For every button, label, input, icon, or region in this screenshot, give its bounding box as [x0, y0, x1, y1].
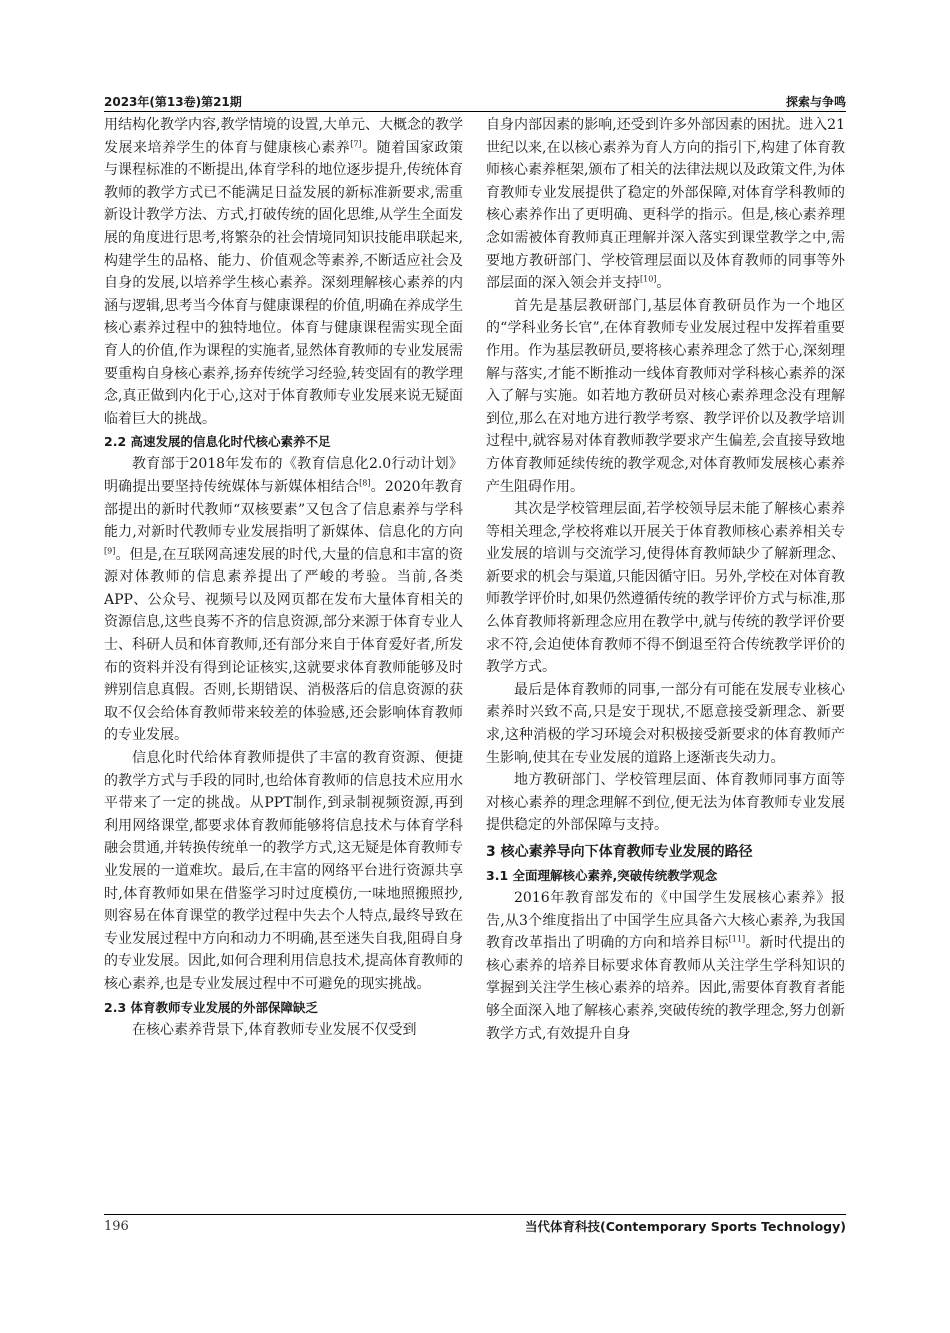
paragraph: 首先是基层教研部门,基层体育教研员作为一个地区的“学科业务长官”,在体育教师专业发展过程中发挥着重要作用。作为基层教研员,要将核心素养理念了然于心,深刻理解与落实,才能不断推动一线体育教师对学科核心素养的深入了解与实施。如若地方教研员对核心素养理念没有理解到位,那么在对地方进行教学考察、教学评价以及教学培训过程中,就容易对体育教师教学要求产生偏差,会直接导致地方体育教师延续传统的教学观念,对体育教师发展核心素养产生阻碍作用。 [486, 297, 845, 495]
issue-label: 2023年(第13卷)第21期 [104, 95, 242, 109]
paragraph-text: 自身内部因素的影响,还受到许多外部因素的困扰。进入21世纪以来,在以核心素养为育人方向的指引下,构建了体育教师核心素养框架,颁布了相关的法律法规以及政策文件,为体育教师专业发展提供了稳定的外部保障,对体育学科教师的核心素养作出了更明确、更科学的指示。但是,核心素养理念如需被体育教师真正理解并深入落实到课堂教学之中,需要地方教研部门、学校管理层面以及体育教师的同事等外部层面的深入领会并支持 [486, 117, 845, 292]
header-rule [104, 111, 846, 112]
paragraph [486, 887, 845, 1045]
paragraph: 在核心素养背景下,体育教师专业发展不仅受到 [132, 1021, 417, 1038]
paragraph-text: 2016年教育部发布的《中国学生发展核心素养》报告,从3个维度指出了中国学生应具备六大核心素养,为我国教育改革指出了明确的方向和培养目标 [486, 890, 845, 952]
paragraph [104, 453, 463, 747]
paragraph-text: 用结构化教学内容,教学情境的设置,大单元、大概念的教学发展来培养学生的体育与健康核心素养 [104, 117, 463, 156]
citation: [10] [640, 274, 657, 284]
running-header [104, 88, 846, 110]
paragraph-text: 。2020年教育部提出的新时代教师“双核要素”又包含了信息素养与学科能力,对新时代教师专业发展指明了新媒体、信息化的方向 [104, 478, 464, 541]
paragraph-text: 。新时代提出的核心素养的培养目标要求体育教师从关注学生学科知识的掌握到关注学生核心素养的培养。因此,需要体育教育者能够全面深入地了解核心素养,突破传统的教学理念,努力创新教学方式,有效提升自身 [486, 935, 846, 1042]
paragraph: 其次是学校管理层面,若学校领导层未能了解核心素养等相关理念,学校将难以开展关于体育教师核心素养相关专业发展的培训与交流学习,使得体育教师缺少了解新理念、新要求的机会与渠道,只能因循守旧。另外,学校在对体育教师教学评价时,如果仍然遵循传统的教学评价方式与标准,那么体育教师将新理念应用在教学中,就与传统的教学评价要求不符,会迫使体育教师不得不倒退至符合传统教学评价的教学方式。 [486, 501, 845, 676]
paragraph-text: 。 [656, 275, 671, 292]
paragraph-text: 。但是,在互联网高速发展的时代,大量的信息和丰富的资源对体教师的信息素养提出了严峻的考验。当前,各类APP、公众号、视频号以及网页都在发布大量体育相关的资源信息,这些良莠不齐的信息资源,部分来源于体育专业人士、科研人员和体育教师,还有部分来自于体育爱好者,所发布的资料并没有得到论证核实,这就要求体育教师能够及时辨别信息真假。否则,长期错误、消极落后的信息资源的获取不仅会给体育教师带来较差的体验感,还会影响体育教师的专业发展。 [104, 546, 463, 744]
paragraph: 信息化时代给体育教师提供了丰富的教育资源、便捷的教学方式与手段的同时,也给体育教师的信息技术应用水平带来了一定的挑战。从PPT制作,到录制视频资源,再到利用网络课堂,都要求体育教师能够将信息技术与体育学科融会贯通,并转换传统单一的教学方式,这无疑是体育教师专业发展的一道难坎。最后,在丰富的网络平台进行资源共享时,体育教师如果在借鉴学习时过度模仿,一味地照搬照抄,则容易在体育课堂的教学过程中失去个人特点,最终导致在专业发展过程中方向和动力不明确,甚至迷失自我,阻碍自身的专业发展。因此,如何合理利用信息技术,提高体育教师的核心素养,也是专业发展过程中不可避免的现实挑战。 [104, 750, 463, 992]
paragraph-text: 教育部于2018年发布的《教育信息化2.0行动计划》明确提出要坚持传统媒体与新媒体相结合 [104, 456, 463, 495]
page-number: 196 [104, 1218, 129, 1234]
citation: [8] [359, 478, 371, 488]
column-label: 探索与争鸣 [785, 95, 846, 109]
paragraph [486, 114, 845, 295]
section-heading-3: 3 核心素养导向下体育教师专业发展的路径 [486, 844, 753, 860]
left-column [104, 114, 463, 1041]
section-heading-2-3: 2.3 体育教师专业发展的外部保障缺乏 [104, 999, 318, 1015]
paragraph: 地方教研部门、学校管理层面、体育教师同事方面等对核心素养的理念理解不到位,便无法为体育教师专业发展提供稳定的外部保障与支持。 [486, 772, 845, 834]
paragraph: 最后是体育教师的同事,一部分有可能在发展专业核心素养时兴致不高,只是安于现状,不愿意接受新理念、新要求,这种消极的学习环境会对积极接受新要求的体育教师产生影响,使其在专业发展的道路上逐渐丧失动力。 [486, 681, 845, 766]
paragraph-text: 。随着国家政策与课程标准的不断提出,体育学科的地位逐步提升,传统体育教师的教学方式已不能满足日益发展的新标准新要求,需重新设计教学方法、方式,打破传统的固化思维,从学生全面发展的角度进行思考,将繁杂的社会情境同知识技能串联起来,构建学生的品格、能力、价值观念等素养,不断适应社会及自身的发展,以培养学生核心素养。深刻理解核心素养的内涵与逻辑,思考当今体育与健康课程的价值,明确在养成学生核心素养过程中的独特地位。体育与健康课程需实现全面育人的价值,作为课程的实施者,显然体育教师的专业发展需要重构自身核心素养,扬弃传统学习经验,转变固有的教学理念,真正做到内化于心,这对于体育教师专业发展来说无疑面临着巨大的挑战。 [104, 139, 464, 427]
paragraph [104, 114, 463, 430]
citation: [9] [104, 546, 116, 556]
section-heading-3-1: 3.1 全面理解核心素养,突破传统教学观念 [486, 868, 718, 883]
footer-rule [104, 1214, 846, 1215]
section-heading-2-2: 2.2 高速发展的信息化时代核心素养不足 [104, 434, 331, 450]
right-column [486, 114, 845, 1045]
citation: [7] [350, 138, 362, 148]
citation: [11] [728, 934, 746, 944]
journal-name: 当代体育科技(Contemporary Sports Technology) [525, 1219, 846, 1234]
running-footer [104, 1216, 846, 1236]
